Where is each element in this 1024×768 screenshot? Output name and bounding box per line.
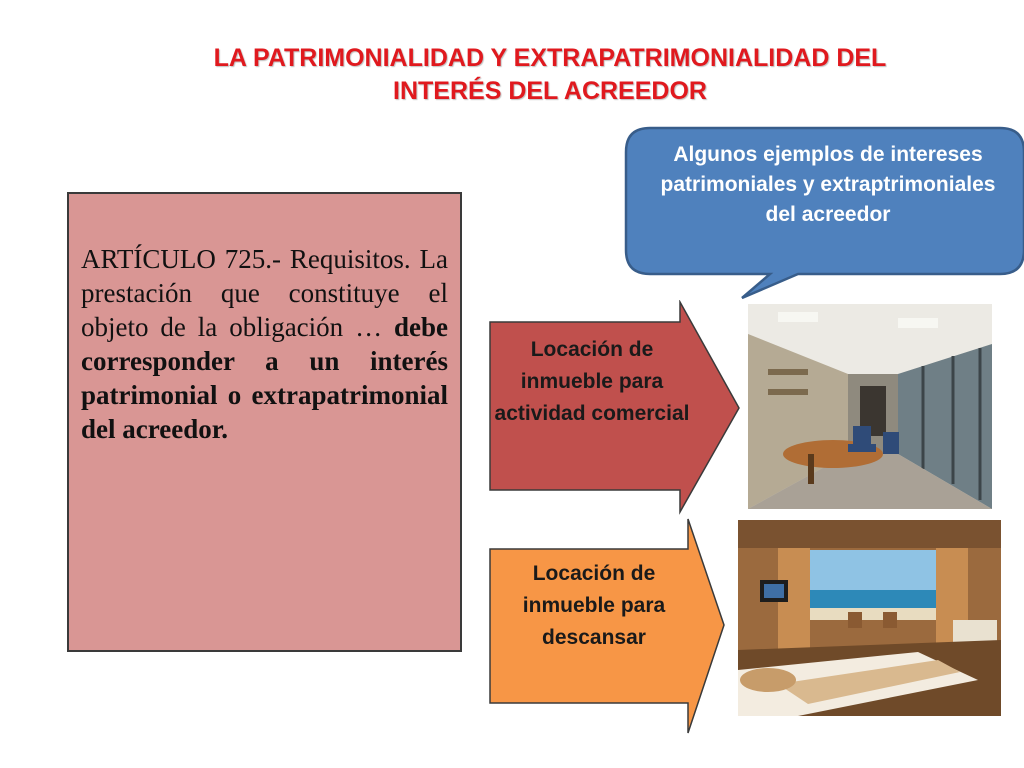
arrow-commercial-label: Locación de inmueble para actividad comercial — [494, 338, 690, 425]
arrow-rest-label: Locación de inmueble para descansar — [522, 562, 666, 649]
title-line-2: INTERÉS DEL ACREEDOR — [393, 77, 707, 105]
article-bold-text: debe corresponder a un interés patrimonial o extrapatrimonial del acreedor. — [81, 312, 448, 444]
slide-title — [150, 42, 950, 108]
office-interior-photo — [748, 304, 992, 509]
article-725-box — [67, 192, 462, 652]
callout-text: Algunos ejemplos de intereses patrimoniales y extraptrimoniales del acreedor — [660, 143, 996, 226]
title-line-1: LA PATRIMONIALIDAD Y EXTRAPATRIMONIALIDAD DEL — [213, 44, 887, 72]
article-plain-text: ARTÍCULO 725.- Requisitos. La prestación que constituye el objeto de la obligación … — [81, 244, 448, 342]
beach-hotel-room-photo — [738, 520, 1001, 716]
